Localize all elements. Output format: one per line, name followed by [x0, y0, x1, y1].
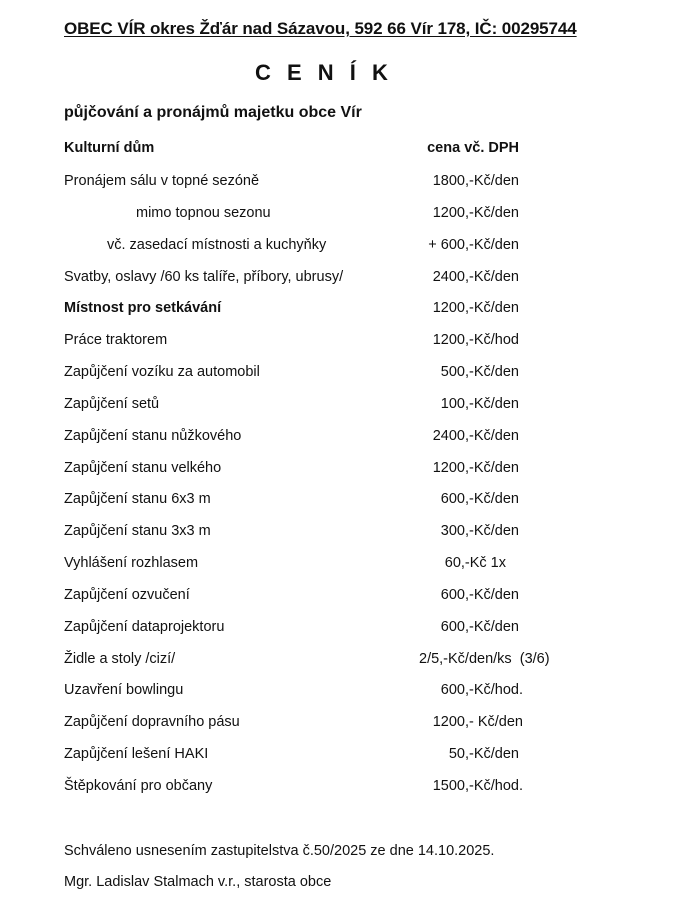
price-row — [0, 587, 680, 609]
item-price: 60,-Kč 1x — [444, 555, 506, 571]
item-price: 50,-Kč/den — [448, 746, 519, 762]
price-row — [0, 523, 680, 545]
item-label: Zapůjčení stanu velkého — [64, 460, 222, 476]
item-price: 600,-Kč/hod. — [440, 682, 523, 698]
item-price: 1500,-Kč/hod. — [432, 778, 523, 794]
item-price: 600,-Kč/den — [440, 619, 519, 635]
item-price: + 600,-Kč/den — [428, 237, 519, 253]
item-price: 500,-Kč/den — [440, 364, 519, 380]
document-title: C E N Í K — [255, 60, 393, 85]
item-price: 1800,-Kč/den — [432, 173, 519, 189]
price-row — [0, 682, 680, 704]
document-subtitle: půjčování a pronájmů majetku obce Vír — [64, 104, 362, 121]
item-price: 1200,- Kč/den — [432, 714, 523, 730]
item-label: Zapůjčení setů — [64, 396, 160, 412]
price-row — [0, 428, 680, 450]
item-price: 1200,-Kč/hod — [432, 332, 519, 348]
price-row — [0, 651, 680, 673]
item-label: Svatby, oslavy /60 ks talíře, příbory, ubrusy/ — [64, 269, 344, 285]
item-label: Židle a stoly /cizí/ — [64, 651, 176, 667]
item-label: Zapůjčení stanu nůžkového — [64, 428, 242, 444]
item-label: mimo topnou sezonu — [136, 205, 271, 221]
item-price: 2400,-Kč/den — [432, 428, 519, 444]
price-row — [0, 300, 680, 322]
price-row — [0, 619, 680, 641]
item-label: Uzavření bowlingu — [64, 682, 184, 698]
price-row — [0, 364, 680, 386]
price-row — [0, 237, 680, 259]
price-row — [0, 205, 680, 227]
item-label: Zapůjčení ozvučení — [64, 587, 190, 603]
municipality-header: OBEC VÍR okres Žďár nad Sázavou, 592 66 Vír 178, IČ: 00295744 — [64, 19, 577, 38]
mayor-signature: Mgr. Ladislav Stalmach v.r., starosta obce — [64, 874, 332, 890]
price-row — [0, 746, 680, 768]
item-label: Zapůjčení stanu 6x3 m — [64, 491, 211, 507]
item-price: 2400,-Kč/den — [432, 269, 519, 285]
item-label: Zapůjčení stanu 3x3 m — [64, 523, 211, 539]
item-label: Pronájem sálu v topné sezóně — [64, 173, 260, 189]
item-price: 1200,-Kč/den — [432, 205, 519, 221]
item-label: Zapůjčení lešení HAKI — [64, 746, 209, 762]
column-header-row — [0, 140, 680, 162]
column-header-item: Kulturní dům — [64, 140, 155, 156]
item-label: Zapůjčení dataprojektoru — [64, 619, 225, 635]
item-price: 1200,-Kč/den — [432, 460, 519, 476]
price-row — [0, 460, 680, 482]
item-label: vč. zasedací místnosti a kuchyňky — [107, 237, 327, 253]
item-price: 1200,-Kč/den — [432, 300, 519, 316]
item-label: Místnost pro setkávání — [64, 300, 222, 316]
item-price: 300,-Kč/den — [440, 523, 519, 539]
price-row — [0, 332, 680, 354]
column-header-price: cena vč. DPH — [427, 140, 519, 156]
price-row — [0, 491, 680, 513]
item-label: Zapůjčení dopravního pásu — [64, 714, 240, 730]
price-row — [0, 269, 680, 291]
price-row — [0, 714, 680, 736]
price-row — [0, 778, 680, 800]
price-row — [0, 173, 680, 195]
price-row — [0, 555, 680, 577]
price-row — [0, 396, 680, 418]
item-price: 100,-Kč/den — [440, 396, 519, 412]
item-price: 2/5,-Kč/den/ks (3/6) — [419, 651, 550, 667]
item-label: Vyhlášení rozhlasem — [64, 555, 199, 571]
item-price: 600,-Kč/den — [440, 587, 519, 603]
item-label: Zapůjčení vozíku za automobil — [64, 364, 260, 380]
item-label: Práce traktorem — [64, 332, 168, 348]
item-label: Štěpkování pro občany — [64, 778, 213, 794]
approval-note: Schváleno usnesením zastupitelstva č.50/2025 ze dne 14.10.2025. — [64, 843, 495, 859]
item-price: 600,-Kč/den — [440, 491, 519, 507]
